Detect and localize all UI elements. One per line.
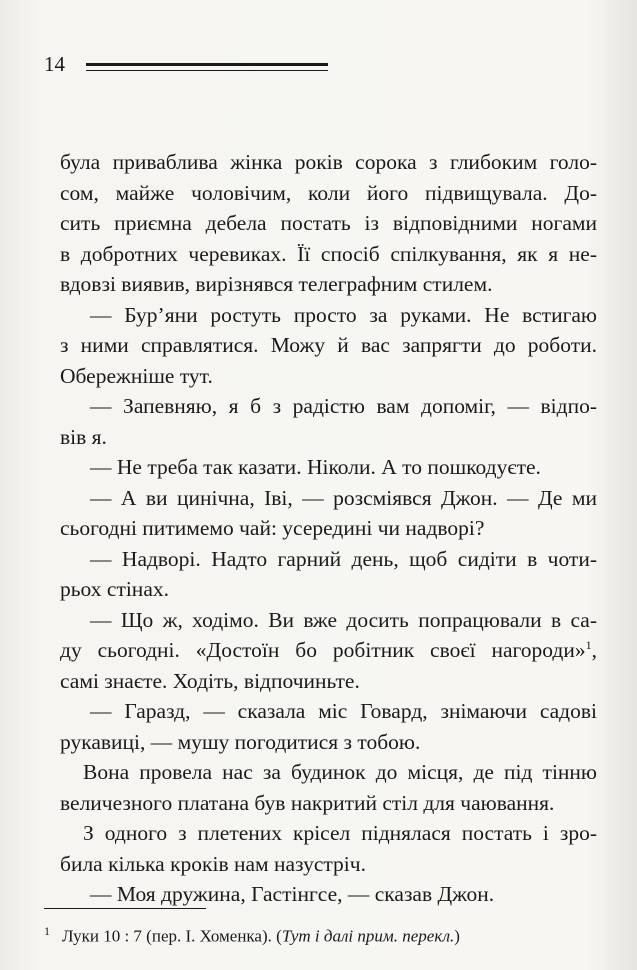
text-line-content: рьох стінах.	[60, 577, 169, 601]
text-line-content: рукавиці, — мушу погодитися з тобою.	[60, 729, 421, 754]
text-line	[60, 147, 597, 178]
text-line-content: — А ви цинічна, Іві, — розсміявся Джон. — Де ми	[90, 485, 597, 510]
text-line	[60, 544, 597, 575]
text-line	[60, 330, 597, 361]
text-line-content: сьогодні питимемо чай: усередині чи надворі?	[60, 516, 485, 540]
text-line-content: З одного з плетених крісел піднялася постать і зро-	[83, 821, 597, 845]
text-line-content: вдовзі виявив, вирізнявся телеграфним стилем.	[60, 272, 493, 296]
text-line	[60, 391, 597, 422]
text-line	[60, 849, 597, 880]
text-line	[60, 788, 597, 819]
text-line-content: — Запевняю, я б з радістю вам допоміг, — відпо-	[90, 394, 597, 418]
text-line	[60, 269, 597, 300]
text-line	[60, 239, 597, 270]
footnote	[44, 920, 604, 948]
text-line-content: Вона провела нас за будинок до місця, де під тінню	[83, 760, 597, 784]
text-line-content: з ними справлятися. Можу й вас запрягти до роботи.	[60, 333, 597, 357]
text-line	[60, 879, 597, 910]
text-line-content: — Бур’яни ростуть просто за руками. Не встигаю	[90, 302, 597, 327]
text-line	[60, 422, 597, 453]
footnote-mark: 1	[44, 924, 50, 938]
header-rule-thin	[86, 70, 328, 71]
text-line-content: в добротних черевиках. Її спосіб спілкування, як я не-	[60, 241, 597, 266]
text-line-content: була приваблива жінка років сорока з глибоким голо-	[60, 150, 597, 174]
footnote-divider	[44, 908, 206, 909]
header-rule-thick	[86, 63, 328, 66]
text-line-content: била кілька кроків нам назустріч.	[60, 851, 366, 876]
text-line-punctuation: ,	[591, 638, 597, 662]
footnote-italic-note: Тут і далі прим. перекл.	[281, 926, 455, 946]
main-text	[60, 147, 597, 910]
text-line	[60, 452, 597, 483]
text-line-content: — Моя дружина, Гастінгсе, — сказав Джон.	[90, 882, 495, 906]
text-line-content: самі знаєте. Ходіть, відпочиньте.	[60, 668, 360, 693]
text-line	[60, 818, 597, 849]
text-line	[60, 513, 597, 544]
footnote-close: )	[454, 926, 460, 946]
footnote-text: Луки 10 : 7 (пер. І. Хоменка). (	[62, 926, 282, 946]
page-number: 14	[44, 52, 65, 76]
text-line	[60, 696, 597, 727]
text-line	[60, 635, 597, 666]
text-line-content: ду сьогодні. «Достоїн бо робітник своєї нагороди»	[60, 638, 586, 662]
text-line	[60, 178, 597, 209]
text-line	[60, 361, 597, 392]
text-line-content: Обережніше тут.	[60, 363, 213, 388]
text-line-content: сом, майже чоловічим, коли його підвищувала. До-	[60, 180, 597, 205]
text-line	[60, 208, 597, 239]
page-header	[44, 50, 344, 80]
text-line-content: величезного платана був накритий стіл для чаювання.	[60, 790, 555, 815]
text-line	[60, 605, 597, 636]
text-line-content: — Надворі. Надто гарний день, щоб сидіти в чоти-	[90, 546, 597, 571]
text-line	[60, 574, 597, 605]
footnote-reference: 1	[585, 637, 592, 652]
text-line-content: вів я.	[60, 424, 107, 449]
text-line-content: — Що ж, ходімо. Ви вже досить попрацювали в са-	[90, 607, 597, 632]
text-line	[60, 666, 597, 697]
text-line	[60, 757, 597, 788]
text-line	[60, 300, 597, 331]
text-line-content: сить приємна дебела постать із відповідними ногами	[60, 211, 597, 235]
text-line-content: — Гаразд, — сказала міс Говард, знімаючи садові	[90, 699, 597, 723]
text-line	[60, 727, 597, 758]
text-line-content: — Не треба так казати. Ніколи. А то пошкодуєте.	[90, 455, 541, 479]
text-line	[60, 483, 597, 514]
